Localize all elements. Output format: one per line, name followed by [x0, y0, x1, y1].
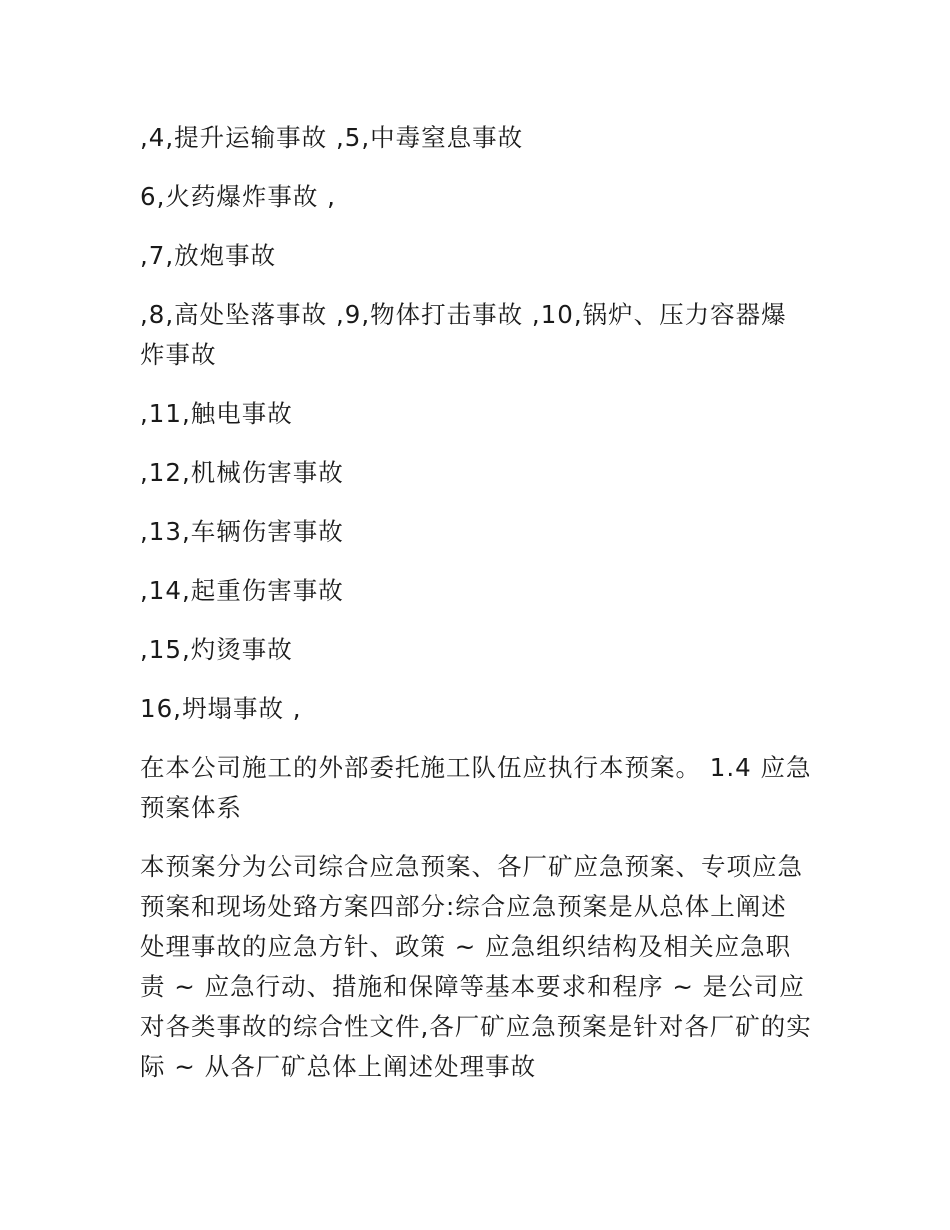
paragraph-accident-type-16: 16,坍塌事故 ,: [140, 694, 302, 723]
paragraph-accident-type-14: ,14,起重伤害事故: [140, 576, 344, 605]
paragraph-accident-types-4-5: ,4,提升运输事故 ,5,中毒窒息事故: [140, 123, 524, 152]
document-body: [140, 118, 812, 1106]
paragraph-accident-type-13: ,13,车辆伤害事故: [140, 517, 344, 546]
paragraph-accident-types-8-10: ,8,高处坠落事故 ,9,物体打击事故 ,10,锅炉、压力容器爆炸事故: [140, 300, 787, 369]
paragraph-accident-type-6: 6,火药爆炸事故 ,: [140, 182, 336, 211]
paragraph-accident-type-12: ,12,机械伤害事故: [140, 458, 344, 487]
paragraph-plan-system-description: 本预案分为公司综合应急预案、各厂矿应急预案、专项应急预案和现场处臵方案四部分:综合应急预案是从总体上阐述处理事故的应急方针、政策 ~ 应急组织结构及相关应急职责 ~ 应急行动、措施和保障等基本要求和程序 ~ 是公司应对各类事故的综合性文件,各厂矿应急预案是针对各厂矿的实际 ~ 从各厂矿总体上阐述处理事故: [140, 852, 812, 1081]
paragraph-accident-type-11: ,11,触电事故: [140, 399, 293, 428]
paragraph-scope-and-section-1-4: 在本公司施工的外部委托施工队伍应执行本预案。 1.4 应急预案体系: [140, 753, 812, 822]
paragraph-accident-type-7: ,7,放炮事故: [140, 241, 277, 270]
paragraph-accident-type-15: ,15,灼烫事故: [140, 635, 293, 664]
